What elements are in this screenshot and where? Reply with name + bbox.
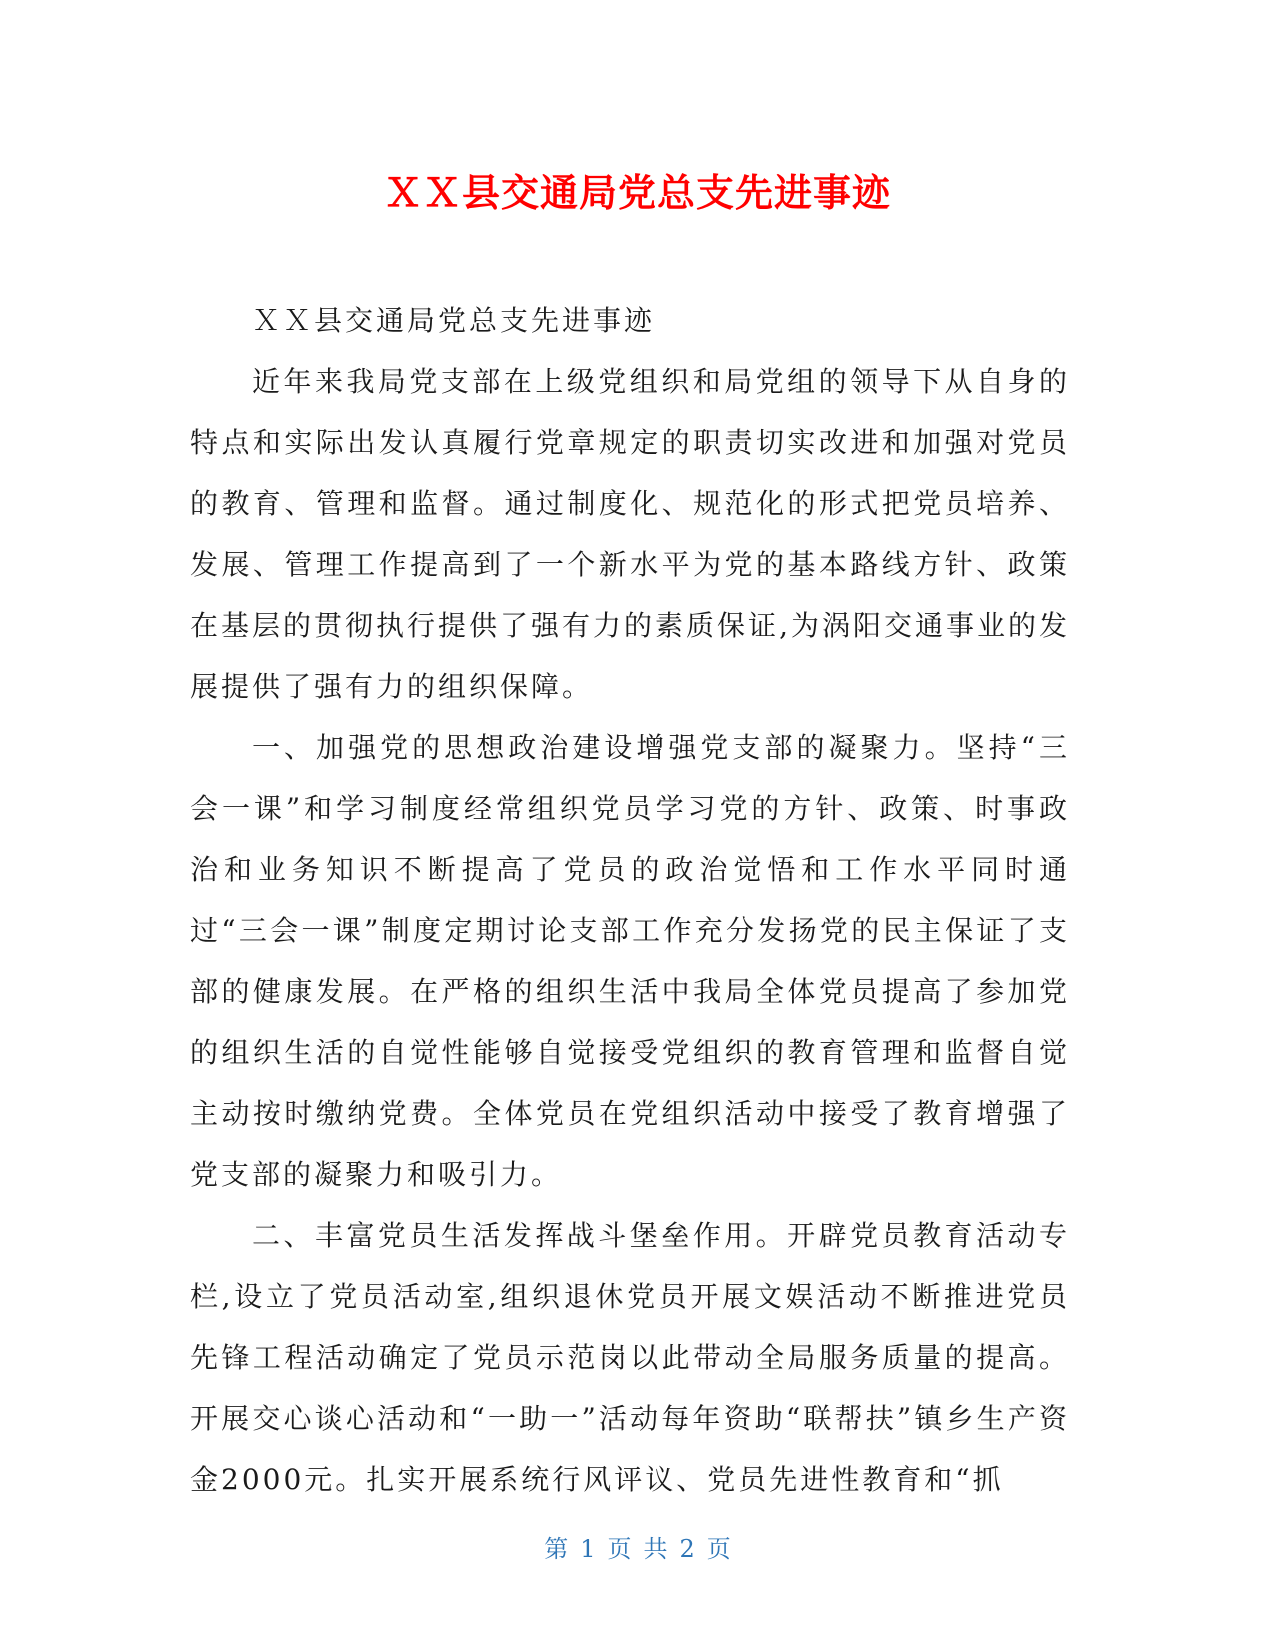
- document-body: [190, 290, 1070, 1510]
- paragraph-subtitle: ＸＸ县交通局党总支先进事迹: [252, 304, 656, 337]
- document-title: ＸＸ县交通局党总支先进事迹: [383, 171, 891, 215]
- footer-prefix: 第: [544, 1535, 569, 1563]
- footer-current-page: 1: [580, 1535, 596, 1563]
- footer-suffix: 页: [706, 1535, 731, 1563]
- page-footer: [0, 1534, 1275, 1564]
- paragraph-section-one: 一、加强党的思想政治建设增强党支部的凝聚力。坚持“三会一课”和学习制度经常组织党员学习党的方针、政策、时事政治和业务知识不断提高了党员的政治觉悟和工作水平同时通过“三会一课”制度定期讨论支部工作充分发扬党的民主保证了支部的健康发展。在严格的组织生活中我局全体党员提高了参加党的组织生活的自觉性能够自觉接受党组织的教育管理和监督自觉主动按时缴纳党费。全体党员在党组织活动中接受了教育增强了党支部的凝聚力和吸引力。: [190, 731, 1070, 1191]
- footer-total-pages: 2: [679, 1535, 695, 1563]
- paragraph-intro: 近年来我局党支部在上级党组织和局党组的领导下从自身的特点和实际出发认真履行党章规定的职责切实改进和加强对党员的教育、管理和监督。通过制度化、规范化的形式把党员培养、发展、管理工作提高到了一个新水平为党的基本路线方针、政策在基层的贯彻执行提供了强有力的素质保证,为涡阳交通事业的发展提供了强有力的组织保障。: [190, 365, 1070, 703]
- paragraph-section-two: 二、丰富党员生活发挥战斗堡垒作用。开辟党员教育活动专栏,设立了党员活动室,组织退休党员开展文娱活动不断推进党员先锋工程活动确定了党员示范岗以此带动全局服务质量的提高。开展交心谈心活动和“一助一”活动每年资助“联帮扶”镇乡生产资金2000元。扎实开展系统行风评议、党员先进性教育和“抓: [190, 1219, 1070, 1496]
- footer-total-word: 共: [643, 1535, 668, 1563]
- footer-page-word: 页: [607, 1535, 632, 1563]
